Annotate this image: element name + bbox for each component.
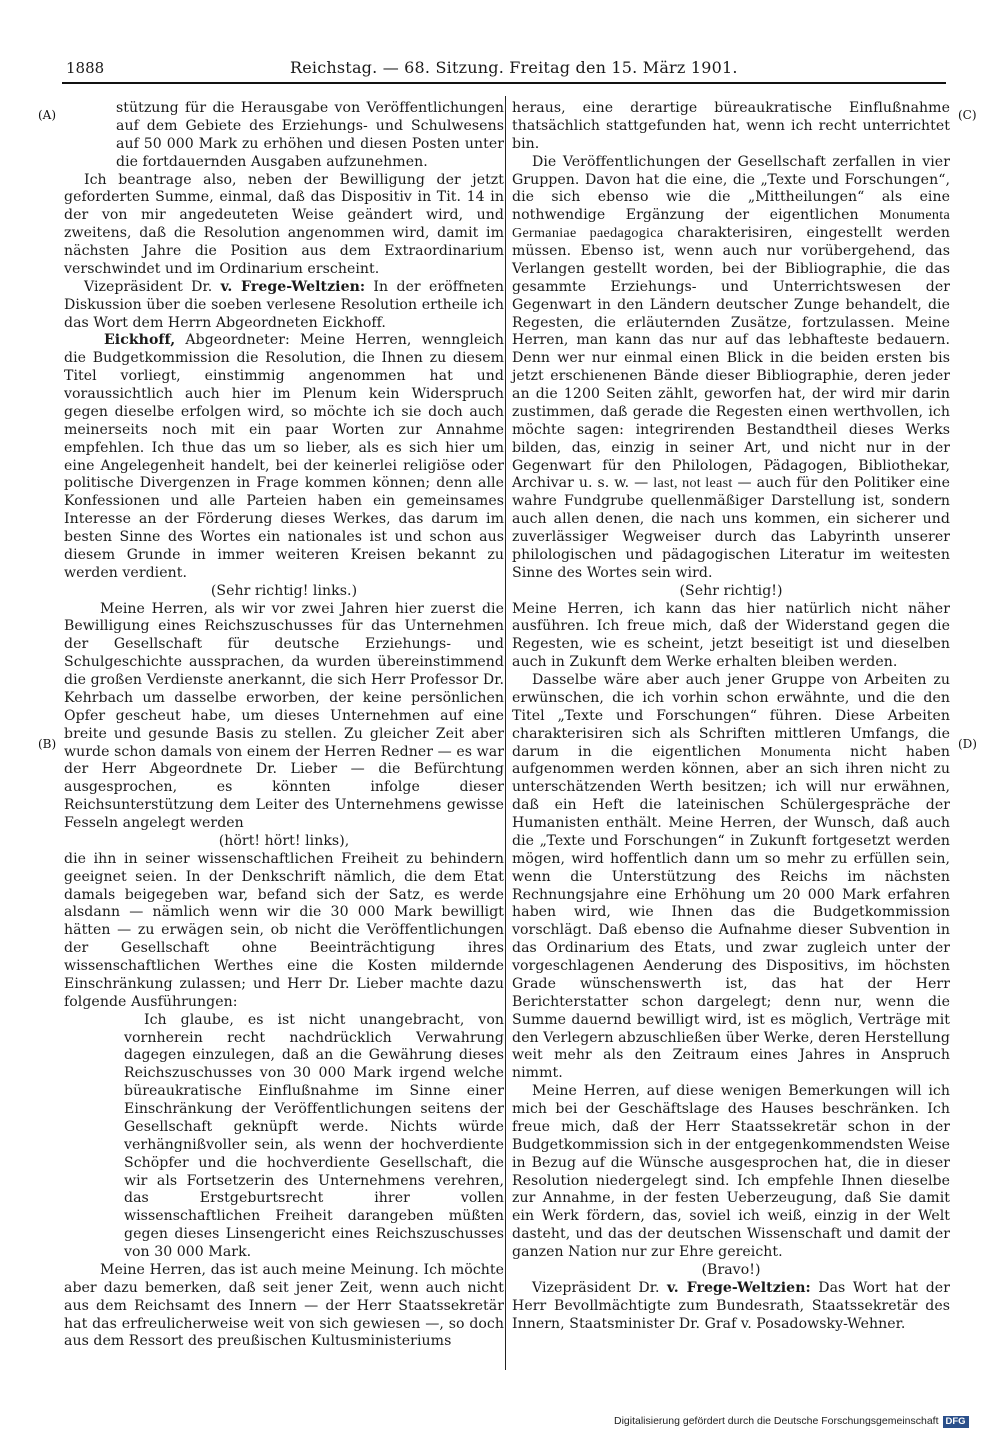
margin-mark-c: (C) [958,108,977,122]
paragraph: Dasselbe wäre aber auch jener Gruppe von Arbeiten zu erwünschen, die ich vorhin schon erwähnte, und die den Titel „Texte und Forschungen“ führen. Diese Arbeiten charakterisiren sich als Schriften mittleren Umfangs, die darum in die eigentlichen Monumenta nicht haben aufgenommen werden können, aber an sich ihren nicht zu unterschätzenden Werth besitzen; ich will nur erwähnen, daß ein Heft die lateinischen Schülergespräche der Humanisten enthält. Meine Herren, der Wunsch, daß auch die „Texte und Forschungen“ in Zukunft fortgesetzt werden mögen, wird hoffentlich dann um so mehr zu erfüllen sein, wenn die Unterstützung des Reichs im nächsten Rechnungsjahre eine Erhöhung um 20 000 Mark erfahren haben wird, wie Ihnen das die Budgetkommission vorschlägt. Daß ebenso die Aufnahme dieser Subvention in das Ordinarium des Etats, und zwar zugleich unter der vorgeschlagenen Aenderung des Dispositivs, im höchsten Grade wünschenswerth ist, das hat der Herr Berichterstatter schon dargelegt; denn nur, wenn die Summe dauernd bewilligt wird, ist es möglich, Verträge mit den Verlegern abzuschließen über Werke, deren Herstellung weit mehr als den Zeitraum eines Jahres in Anspruch nimmt. [512,672,950,1082]
speaker-paragraph [64,332,504,582]
right-column [512,100,950,1333]
speaker-name: v. Frege-Weltzien: [220,278,366,295]
paragraph: Meine Herren, als wir vor zwei Jahren hier zuerst die Bewilligung eines Reichszuschusses für das Unternehmen der Gesellschaft für deutsche Erziehungs- und Schulgeschichte aussprachen, da wurden übereinstimmend die großen Verdienste anerkannt, die sich Herr Professor Dr. Kehrbach um dasselbe erworben, der keine persönlichen Opfer gescheut habe, um dieses Unternehmen auf eine breite und gesunde Basis zu stellen. Zu gleicher Zeit aber wurde schon damals von einem der Herren Redner — es war der Herr Abgeordnete Dr. Lieber — die Befürchtung ausgesprochen, es könnten infolge dieser Reichsunterstützung dem Leiter des Unternehmens gewisse Fesseln angelegt werden [64,600,504,831]
margin-mark-a: (A) [38,108,57,122]
page-header [62,50,946,84]
page-number: 1888 [66,59,105,77]
speaker-name: v. Frege-Weltzien: [666,1279,811,1296]
interjection: (hört! hört! links), [218,832,350,849]
paragraph: Meine Herren, ich kann das hier natürlich nicht näher ausführen. Ich freue mich, daß der Widerstand gegen die Regesten, wie es scheint, jetzt beseitigt ist und dieselben auch in Zukunft dem Werke erhalten bleiben werden. [512,600,950,671]
antiqua-text: Monumenta Germaniae paedagogica [512,207,950,242]
speech-text: In der eröffneten Diskussion über die soeben verlesene Resolution ertheile ich das Wort dem Herrn Abgeordneten Eickhoff. [64,278,504,331]
antiqua-text: Monumenta [760,743,832,760]
antiqua-text: last, not least [653,475,733,492]
paragraph: Ich beantrage also, neben der Bewilligung der jetzt geforderten Summe, einmal, daß das Dispositiv in Tit. 14 in der von mir angedeuteten Weise geändert wird, und zweitens, daß die Resolution angenommen wird, damit im nächsten Jahre die Position aus dem Extraordinarium verschwindet und im Ordinarium erscheint. [64,171,504,277]
paragraph: die ihn in seiner wissenschaftlichen Freiheit zu behindern geeignet seien. In der Denkschrift nämlich, die dem Etat damals beigegeben war, befand sich der Satz, es werde alsdann — nämlich wenn wir die 30 000 Mark bewilligt hätten — zu erwägen sein, ob nicht die Veröffentlichungen der Gesellschaft ohne Beeinträchtigung ihres wissenschaftlichen Werthes eine die Kosten mildernde Einschränkung zulassen; und Herr Dr. Lieber machte dazu folgende Ausführungen: [64,850,504,1010]
credit-text: Digitalisierung gefördert durch die Deutsche Forschungsgemeinschaft [614,1415,939,1427]
speech-text: Das Wort hat der Herr Bevollmächtigte zum Bundesrath, Staatssekretär des Innern, Staatsminister Dr. Graf v. Posadowsky-Wehner. [512,1279,950,1332]
speaker-paragraph [64,279,504,333]
paragraph: Meine Herren, das ist auch meine Meinung. Ich möchte aber dazu bemerken, daß seit jener Zeit, wenn auch nicht aus dem Reichsamt des Innern — der Herr Staatssekretär hat das erfreulicherweise weit von sich gewiesen —, so doch aus dem Ressort des preußischen Kultusministeriums [64,1261,504,1350]
block-quote: Ich glaube, es ist nicht unangebracht, von vornherein recht nachdrücklich Verwahrung dagegen einzulegen, daß an die Gewährung dieses Reichszuschusses von 30 000 Mark irgend welche büreaukratische Einflußnahme im Sinne einer Einschränkung der Veröffentlichungen seitens der Gesellschaft geknüpft werde. Nichts würde verhängnißvoller sein, als wenn der hochverdiente Schöpfer und die hochverdiente Gesellschaft, die wir als Fortsetzerin des Unternehmens verehren, das Erstgeburtsrecht ihrer vollen wissenschaftlichen Freiheit darangeben müßten gegen dieses Linsengericht eines Reichszuschusses von 30 000 Mark. [124,1011,504,1260]
left-column [64,100,504,1351]
speaker-role: Vizepräsident Dr. [532,1279,667,1296]
speaker-name: Eickhoff, [104,332,176,349]
paragraph: Meine Herren, auf diese wenigen Bemerkungen will ich mich bei der Geschäftslage des Hauses beschränken. Ich freue mich, daß der Herr Staatssekretär schon in der Budgetkommission sich in der entgegenkommendsten Weise in Bezug auf die Wünsche ausgesprochen hat, die in dieser Resolution niedergelegt sind. Ich empfehle Ihnen dieselbe zur Annahme, in der festen Ueberzeugung, daß Sie damit ein Werk fördern, das, soviel ich weiß, einzig in der Welt dasteht, und das der deutschen Wissenschaft und damit der ganzen Nation nur zur Ehre gereicht. [512,1083,950,1260]
paragraph: heraus, eine derartige büreaukratische Einflußnahme thatsächlich stattgefunden hat, wenn ich recht unterrichtet bin. [512,100,950,152]
interjection: (Sehr richtig! links.) [210,582,358,599]
interjection: (Bravo!) [701,1261,761,1278]
running-title: Reichstag. — 68. Sitzung. Freitag den 15. März 1901. [290,58,738,77]
margin-mark-d: (D) [958,737,977,751]
interjection: (Sehr richtig!) [679,582,783,599]
column-divider [505,96,506,1370]
speaker-role: Vizepräsident Dr. [84,278,221,295]
margin-mark-b: (B) [38,737,57,751]
speaker-paragraph [512,1280,950,1334]
digitization-credit [614,1414,994,1428]
paragraph: stützung für die Herausgabe von Veröffentlichungen auf dem Gebiete des Erziehungs- und Schulwesens auf 50 000 Mark zu erhöhen und diesen Posten unter die fortdauernden Ausgaben aufzunehmen. [116,100,504,170]
speech-text: Abgeordneter: Meine Herren, wenngleich die Budgetkommission die Resolution, die Ihnen zu diesem Titel vorliegt, einstimmig angenommen hat und voraussichtlich auch hier im Plenum kein Widerspruch gegen dieselbe erfolgen wird, so möchte ich sie doch auch meinerseits noch mit ein paar Worten zur Annahme empfehlen. Ich thue das um so lieber, als es sich hier um eine Angelegenheit handelt, bei der keinerlei religiöse oder politische Divergenzen in Frage kommen können; denn alle Konfessionen und alle Parteien haben ein gemeinsames Interesse an der Förderung dieses Werkes, das darum im besten Sinne des Wortes ein nationales ist und schon aus diesem Grunde in immer weiteren Kreisen bekannt zu werden verdient. [64,332,504,581]
paragraph: Die Veröffentlichungen der Gesellschaft zerfallen in vier Gruppen. Davon hat die eine, die „Texte und Forschungen“, die sich ebenso wie die „Mittheilungen“ als eine nothwendige Ergänzung der eigentlichen Monumenta Germaniae paedagogica charakterisiren, eingestellt werden müssen. Ebenso ist, wenn auch nur vorübergehend, das Verlangen gestellt worden, bei der Bibliographie, die das gesammte Erziehungs- und Unterrichtswesen der Gegenwart in den Ländern deutscher Zunge behandelt, die Regesten, die erläuternden Zusätze, fortzulassen. Meine Herren, man kann das nur auf das lebhafteste bedauern. Denn wer nur einmal einen Blick in die beiden ersten bis jetzt erschienenen Bände dieser Bibliographie, deren jeder an die 1200 Seiten zählt, geworfen hat, der wird mir darin zustimmen, daß gerade die Regesten einen werthvollen, ich möchte sagen: integrirenden Bestandtheil dieses Werks bilden, das, einzig in seiner Art, und nicht nur in der Gegenwart für den Philologen, Pädagogen, Bibliothekar, Archivar u. s. w. — last, not least — auch für den Politiker eine wahre Fundgrube quellenmäßiger Darstellung ist, sondern auch allen denen, die nach uns kommen, ein sicherer und zuverlässiger Wegweiser durch das Labyrinth unserer philologischen und pädagogischen Literatur im weitesten Sinne des Wortes sein wird. [512,153,950,581]
dfg-logo: DFG [943,1416,969,1428]
